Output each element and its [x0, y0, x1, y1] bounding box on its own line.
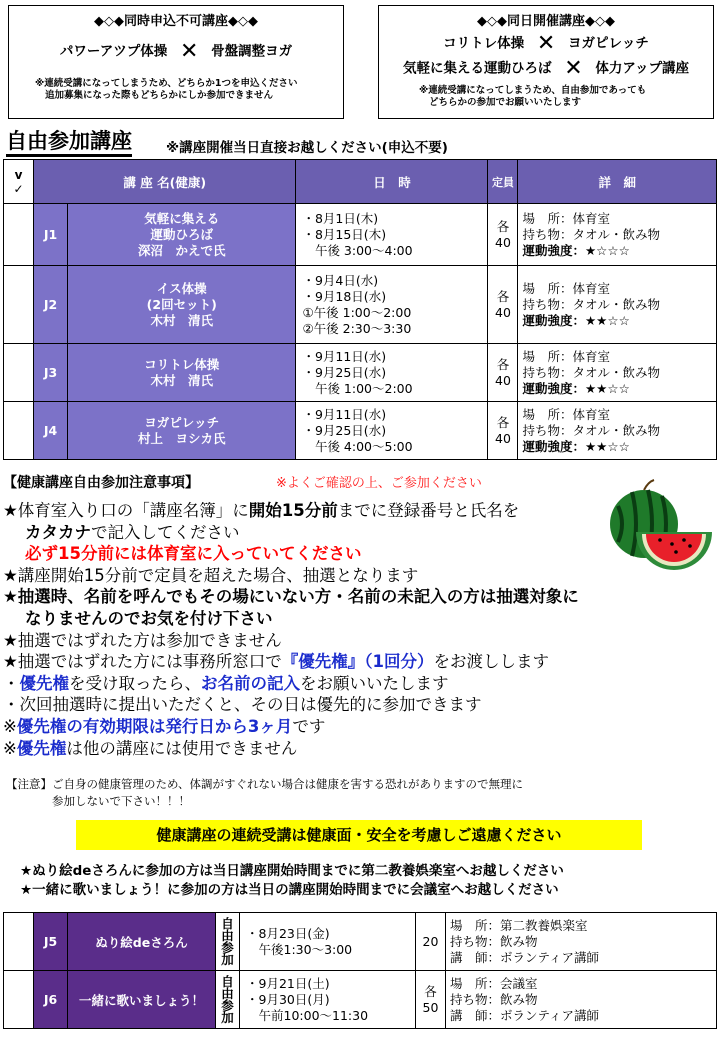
course-name: 気軽に集える 運動ひろば 深沼 かえで氏: [68, 204, 296, 266]
warning-banner: 健康講座の連続受講は健康面・安全を考慮しご遠慮ください: [76, 820, 642, 850]
exclusive-title: ◆◇◆同時申込不可講座◆◇◆: [94, 14, 258, 29]
notice-line: ★抽選ではずれた方には事務所窓口で『優先権』（1回分）をお渡しします: [3, 652, 550, 672]
free-participation-label: 自 由 参 加: [216, 913, 240, 971]
course-dates: ・9月11日(水) ・9月25日(水) 午後 4:00～5:00: [296, 402, 488, 460]
capacity-column-header: 定員: [488, 160, 518, 204]
course-dates: ・8月1日(木) ・8月15日(木) 午後 3:00～4:00: [296, 204, 488, 266]
course-dates: ・9月11日(水) ・9月25日(水) 午後 1:00～2:00: [296, 344, 488, 402]
cross-icon: ✕: [564, 56, 583, 81]
notice-line: ※優先権は他の講座には使用できません: [3, 738, 298, 758]
free-participation-label: 自 由 参 加: [216, 971, 240, 1029]
exclusive-note-2: 追加募集になった際もどちらかにしか参加できません: [45, 90, 274, 101]
exclusive-pair: [9, 39, 343, 64]
detail-column-header: 詳 細: [518, 160, 717, 204]
same-day-pair-1: [379, 31, 713, 56]
course-dates: ・9月4日(水) ・9月18日(水) ①午後 1:00～2:00 ②午後 2:30～3:30: [296, 266, 488, 344]
course-corritre: コリトレ体操: [443, 35, 525, 52]
table-row: [4, 971, 717, 1029]
same-day-courses-box: [378, 5, 714, 119]
table-row: [4, 204, 717, 266]
course-a: パワーアツプ体操: [59, 43, 168, 60]
course-code: J1: [34, 204, 68, 266]
row-checkbox[interactable]: [4, 402, 34, 460]
course-yoga-pilates: ヨガピレッチ: [567, 35, 649, 52]
course-detail: 場 所：体育室 持ち物：タオル・飲み物 運動強度：★★☆☆: [518, 344, 717, 402]
meeting-notes: ★ぬり絵deさろんに参加の方は当日講座開始時間までに第二教養娯楽室へお越しください ★一緒に歌いましょう！に参加の方は当日の講座開始時間までに会議室へお越しください: [20, 863, 564, 898]
name-column-header: 講 座 名(健康): [34, 160, 296, 204]
table-row: [4, 344, 717, 402]
date-column-header: 日 時: [296, 160, 488, 204]
exclusive-courses-box: [8, 5, 344, 119]
check-column-header: v ✓: [4, 160, 34, 204]
course-code: J5: [34, 913, 68, 971]
notice-line: ・次回抽選時に提出いただくと、その日は優先的に参加できます: [3, 695, 482, 715]
same-day-note-1: ※連続受講になってしまうため、自由参加であっても: [419, 85, 647, 96]
other-course-table: [3, 912, 717, 1029]
course-code: J2: [34, 266, 68, 344]
notice-line: ・優先権を受け取ったら、お名前の記入をお願いいたします: [3, 673, 449, 693]
notice-section-note: ※よくご確認の上、ご参加ください: [276, 476, 482, 491]
notice-line: ★体育室入り口の「講座名簿」に開始15分前までに登録番号と氏名を: [3, 501, 520, 520]
table-row: [4, 402, 717, 460]
caution-note: 【注意】ご自身の健康管理のため、体調がすぐれない場合は健康を害する恐れがありますので無理に 参加しないで下さい！！！: [6, 777, 524, 808]
cross-icon: ✕: [536, 31, 556, 56]
row-checkbox[interactable]: [4, 266, 34, 344]
row-checkbox[interactable]: [4, 204, 34, 266]
course-name: ヨガピレッチ 村上 ヨシカ氏: [68, 402, 296, 460]
same-day-note-2: どちらかの参加でお願いいたします: [429, 97, 582, 108]
notice-line: ★講座開始15分前で定員を超えた場合、抽選となります: [3, 565, 419, 585]
course-capacity: 各 40: [488, 344, 518, 402]
course-detail: 場 所：体育室 持ち物：タオル・飲み物 運動強度：★★☆☆: [518, 402, 717, 460]
course-detail: 場 所：第二教養娯楽室 持ち物：飲み物 講 師：ボランティア講師: [446, 913, 717, 971]
course-code: J6: [34, 971, 68, 1029]
page-subtitle: ※講座開催当日直接お越しください(申込不要): [166, 140, 448, 156]
notice-line: ★抽選時、名前を呼んでもその場にいない方・名前の未記入の方は抽選対象に: [3, 587, 579, 607]
page-title: 自由参加講座: [6, 128, 132, 157]
notice-line: ※優先権の有効期限は発行日から3ヶ月です: [3, 716, 326, 736]
course-detail: 場 所：体育室 持ち物：タオル・飲み物 運動強度：★☆☆☆: [518, 204, 717, 266]
notice-line: なりませんのでお気を付け下さい: [25, 608, 273, 628]
course-name: ぬり絵deさろん: [68, 913, 216, 971]
course-capacity: 各 40: [488, 204, 518, 266]
course-exercise-plaza: 気軽に集える運動ひろば: [403, 60, 552, 77]
notice-line: 必ず15分前には体育室に入っていてください: [25, 544, 362, 564]
cross-icon: ✕: [179, 39, 199, 64]
course-capacity: 各 40: [488, 402, 518, 460]
course-name: イス体操 (2回セット) 木村 清氏: [68, 266, 296, 344]
course-dates: ・9月21日(土) ・9月30日(月) 午前10:00～11:30: [240, 971, 416, 1029]
course-name: 一緒に歌いましょう！: [68, 971, 216, 1029]
row-checkbox[interactable]: [4, 344, 34, 402]
course-capacity: 各 40: [488, 266, 518, 344]
table-row: [4, 266, 717, 344]
course-capacity: 20: [416, 913, 446, 971]
course-detail: 場 所：体育室 持ち物：タオル・飲み物 運動強度：★★☆☆: [518, 266, 717, 344]
course-code: J4: [34, 402, 68, 460]
notice-list: [3, 500, 717, 759]
course-table: [3, 159, 717, 460]
notice-line: カタカナで記入してください: [25, 522, 240, 542]
course-dates: ・8月23日(金) 午後1:30～3:00: [240, 913, 416, 971]
table-header: [4, 160, 717, 204]
exclusive-note-1: ※連続受講になってしまうため、どちらか1つを申込ください: [35, 78, 298, 89]
course-detail: 場 所：会議室 持ち物：飲み物 講 師：ボランティア講師: [446, 971, 717, 1029]
course-capacity: 各 50: [416, 971, 446, 1029]
row-checkbox[interactable]: [4, 971, 34, 1029]
same-day-title: ◆◇◆同日開催講座◆◇◆: [477, 14, 615, 29]
course-code: J3: [34, 344, 68, 402]
course-fitness-up: 体力アップ講座: [595, 60, 689, 77]
row-checkbox[interactable]: [4, 913, 34, 971]
table-row: [4, 913, 717, 971]
same-day-pair-2: [379, 56, 713, 81]
notice-section-title: 【健康講座自由参加注意事項】: [3, 475, 199, 491]
course-name: コリトレ体操 木村 清氏: [68, 344, 296, 402]
course-b: 骨盤調整ヨガ: [211, 43, 293, 60]
notice-line: ★抽選ではずれた方は参加できません: [3, 630, 282, 650]
